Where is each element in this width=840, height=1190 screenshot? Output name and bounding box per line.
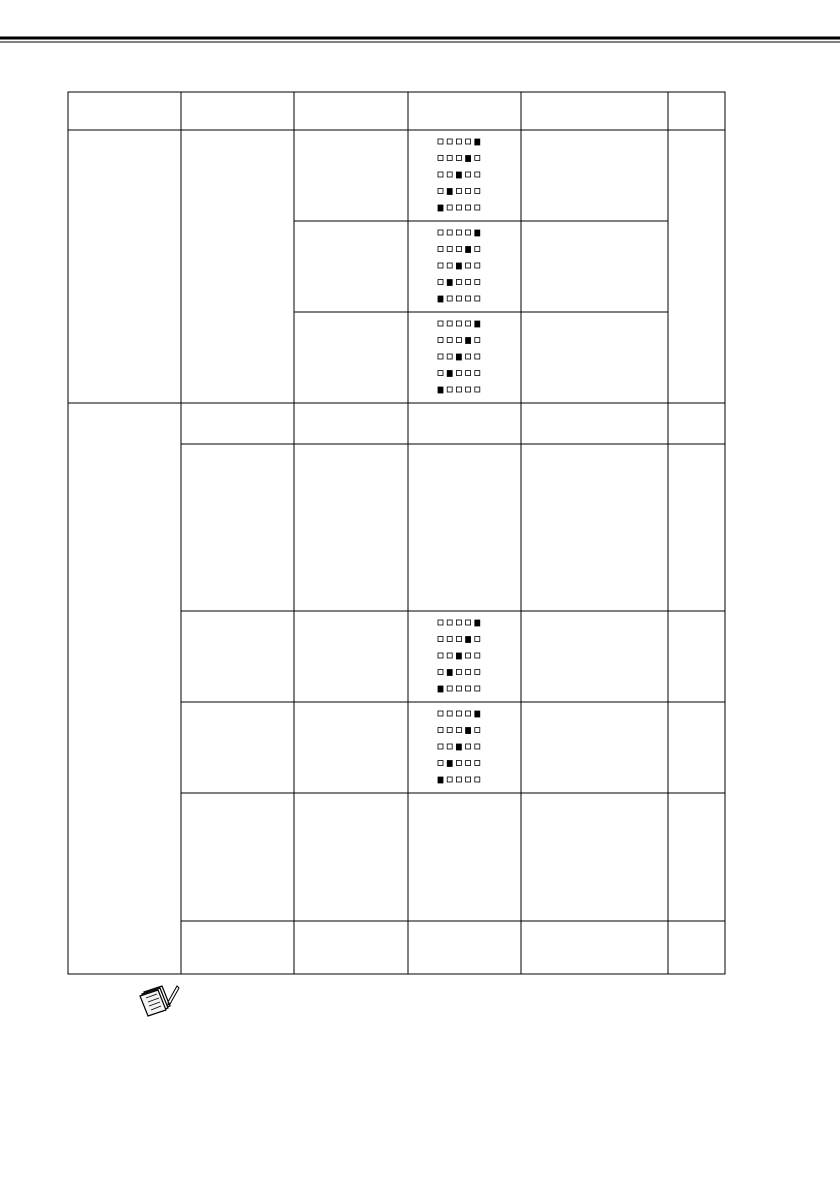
level-square-empty: [447, 296, 452, 301]
level-square-empty: [466, 280, 471, 285]
level-square-filled: [466, 338, 471, 344]
level-square-empty: [447, 263, 452, 268]
level-square-empty: [447, 686, 452, 691]
level-square-empty: [447, 156, 452, 161]
level-square-filled: [475, 139, 480, 145]
level-square-empty: [447, 637, 452, 642]
level-square-empty: [456, 280, 461, 285]
level-square-filled: [466, 247, 471, 253]
level-indicator-group: [438, 139, 480, 211]
level-square-empty: [456, 205, 461, 210]
level-square-filled: [438, 296, 443, 302]
level-square-empty: [438, 354, 443, 359]
level-square-empty: [466, 670, 471, 675]
settings-table: [68, 92, 725, 974]
level-square-empty: [475, 371, 480, 376]
level-square-empty: [438, 711, 443, 716]
level-square-empty: [466, 711, 471, 716]
level-square-filled: [456, 744, 461, 750]
level-square-empty: [456, 371, 461, 376]
level-square-filled: [456, 263, 461, 269]
level-square-empty: [438, 280, 443, 285]
level-square-filled: [466, 637, 471, 643]
level-square-empty: [447, 205, 452, 210]
level-square-empty: [475, 172, 480, 177]
level-square-filled: [447, 280, 452, 286]
level-square-empty: [438, 263, 443, 268]
level-square-empty: [466, 205, 471, 210]
level-square-empty: [475, 728, 480, 733]
level-square-empty: [438, 230, 443, 235]
level-square-empty: [447, 139, 452, 144]
level-square-filled: [438, 777, 443, 783]
level-square-empty: [438, 728, 443, 733]
level-square-empty: [447, 728, 452, 733]
level-square-empty: [438, 620, 443, 625]
level-square-empty: [456, 620, 461, 625]
level-square-empty: [466, 387, 471, 392]
level-square-empty: [438, 139, 443, 144]
level-square-empty: [466, 296, 471, 301]
level-square-filled: [447, 761, 452, 767]
level-square-empty: [466, 653, 471, 658]
level-square-empty: [475, 744, 480, 749]
header-rule: [0, 38, 840, 42]
level-square-empty: [447, 354, 452, 359]
level-square-filled: [447, 371, 452, 377]
level-square-empty: [447, 172, 452, 177]
level-square-empty: [438, 653, 443, 658]
level-square-empty: [447, 247, 452, 252]
level-square-empty: [466, 321, 471, 326]
level-square-empty: [466, 744, 471, 749]
level-square-filled: [447, 189, 452, 195]
level-square-filled: [456, 172, 461, 178]
level-square-empty: [475, 686, 480, 691]
level-square-empty: [438, 156, 443, 161]
level-square-empty: [438, 172, 443, 177]
level-square-empty: [456, 761, 461, 766]
level-square-empty: [447, 711, 452, 716]
level-square-empty: [475, 354, 480, 359]
level-square-empty: [466, 686, 471, 691]
level-square-filled: [456, 354, 461, 360]
level-square-empty: [438, 637, 443, 642]
level-square-empty: [466, 761, 471, 766]
level-square-empty: [447, 653, 452, 658]
level-square-filled: [466, 156, 471, 162]
level-square-empty: [456, 777, 461, 782]
level-square-filled: [475, 321, 480, 327]
level-square-empty: [466, 230, 471, 235]
level-square-filled: [438, 387, 443, 393]
level-square-empty: [466, 189, 471, 194]
level-square-empty: [447, 230, 452, 235]
level-square-empty: [456, 670, 461, 675]
level-square-filled: [447, 670, 452, 676]
level-square-empty: [447, 387, 452, 392]
level-square-empty: [475, 280, 480, 285]
level-square-empty: [456, 711, 461, 716]
level-square-empty: [466, 777, 471, 782]
level-square-empty: [438, 189, 443, 194]
level-square-empty: [438, 321, 443, 326]
level-square-filled: [466, 728, 471, 734]
level-square-empty: [475, 777, 480, 782]
level-square-empty: [475, 653, 480, 658]
level-square-empty: [456, 189, 461, 194]
level-square-empty: [475, 205, 480, 210]
level-square-empty: [438, 670, 443, 675]
level-square-empty: [475, 247, 480, 252]
level-square-filled: [456, 653, 461, 659]
level-square-filled: [438, 205, 443, 211]
level-square-empty: [456, 230, 461, 235]
level-square-empty: [447, 620, 452, 625]
level-square-empty: [475, 761, 480, 766]
level-square-empty: [456, 296, 461, 301]
level-square-empty: [438, 761, 443, 766]
level-square-empty: [466, 263, 471, 268]
level-square-filled: [438, 686, 443, 692]
level-square-empty: [447, 321, 452, 326]
level-indicators: [438, 139, 480, 783]
level-square-empty: [466, 172, 471, 177]
level-square-empty: [475, 296, 480, 301]
level-square-empty: [466, 139, 471, 144]
level-square-empty: [447, 744, 452, 749]
level-square-empty: [447, 777, 452, 782]
level-square-empty: [466, 354, 471, 359]
level-square-empty: [475, 189, 480, 194]
level-indicator-group: [438, 711, 480, 783]
level-square-empty: [466, 620, 471, 625]
table-body-border: [68, 130, 725, 974]
level-square-empty: [475, 637, 480, 642]
level-square-empty: [438, 338, 443, 343]
level-square-empty: [438, 371, 443, 376]
level-square-empty: [438, 744, 443, 749]
level-square-empty: [456, 387, 461, 392]
level-square-empty: [456, 686, 461, 691]
level-indicator-group: [438, 321, 480, 393]
level-square-empty: [456, 156, 461, 161]
level-indicator-group: [438, 620, 480, 692]
level-square-empty: [456, 321, 461, 326]
level-square-empty: [475, 387, 480, 392]
level-square-empty: [456, 247, 461, 252]
level-square-empty: [475, 670, 480, 675]
level-square-empty: [456, 139, 461, 144]
level-square-empty: [456, 637, 461, 642]
note-pad-pencil-icon: [140, 986, 179, 1016]
level-square-filled: [475, 620, 480, 626]
level-square-empty: [475, 263, 480, 268]
level-square-filled: [475, 711, 480, 717]
level-square-empty: [475, 156, 480, 161]
level-square-empty: [447, 338, 452, 343]
level-square-empty: [438, 247, 443, 252]
level-square-empty: [456, 338, 461, 343]
table-header-row: [68, 92, 725, 130]
level-square-filled: [475, 230, 480, 236]
level-square-empty: [456, 728, 461, 733]
level-square-empty: [466, 371, 471, 376]
level-indicator-group: [438, 230, 480, 302]
level-square-empty: [475, 338, 480, 343]
